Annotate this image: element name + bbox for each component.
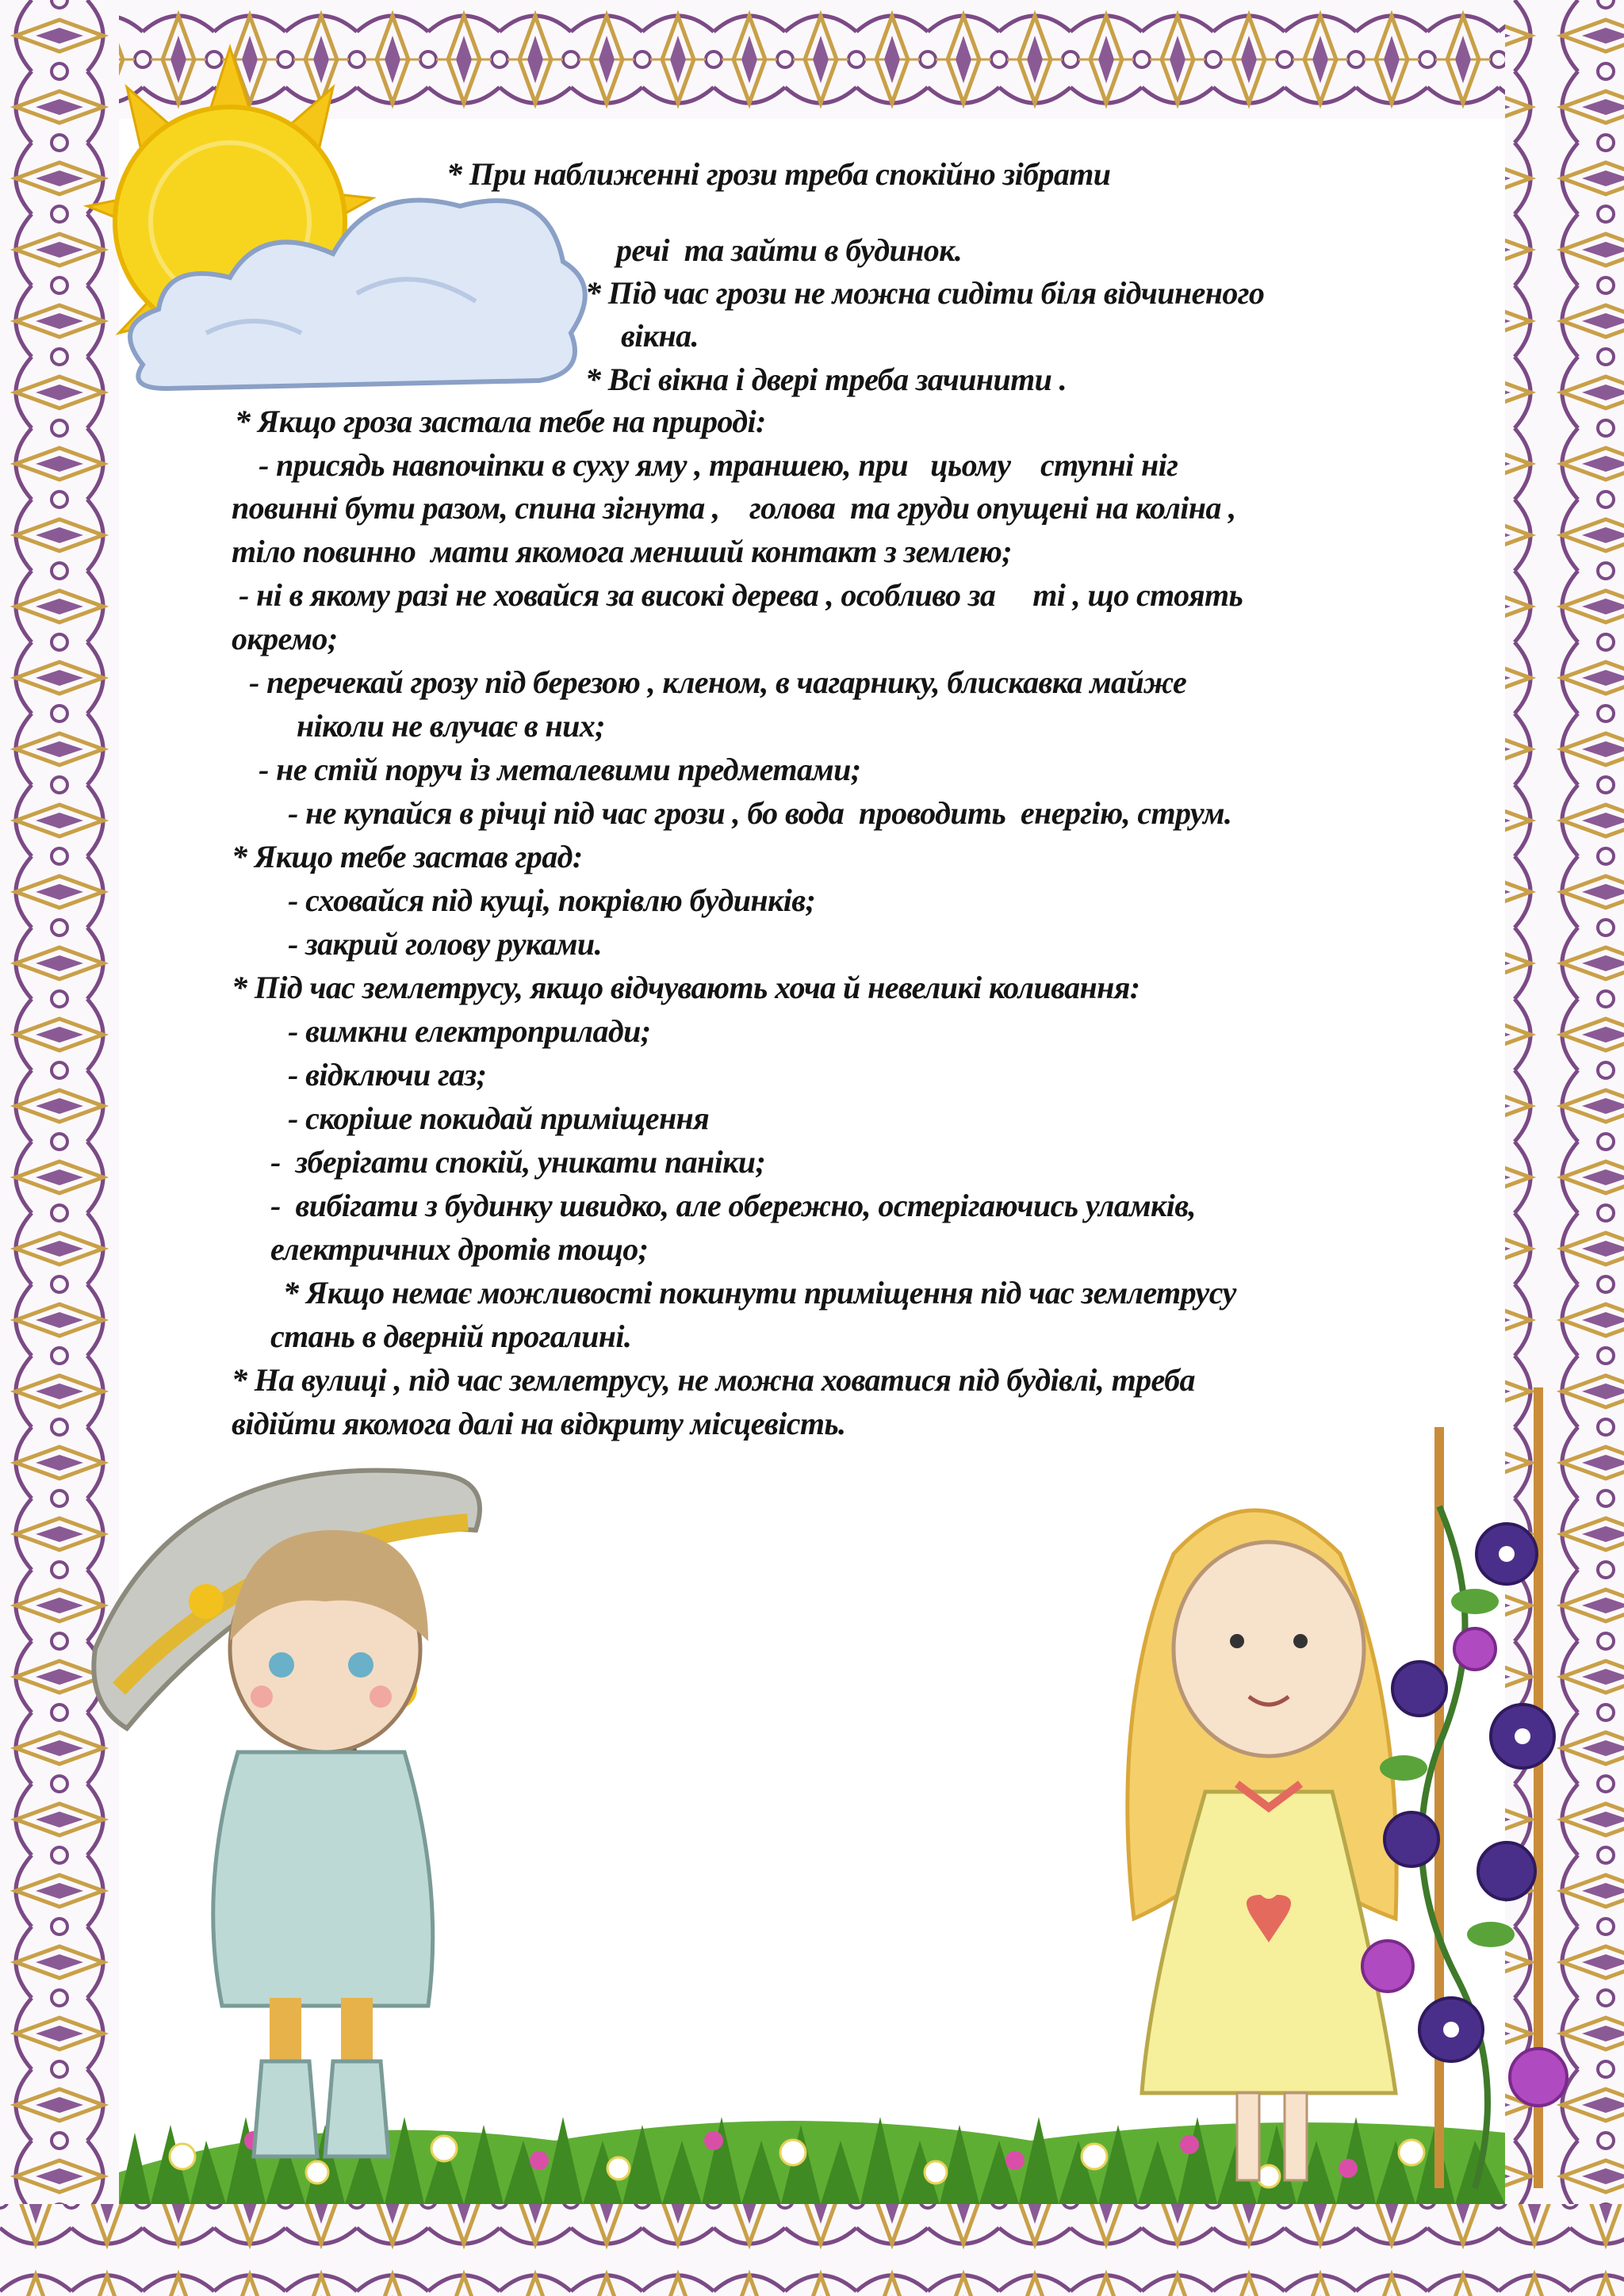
text-line-14: - не стій поруч із металевими предметами; (259, 752, 861, 787)
text-line-5: * Всі вікна і двері треба зачинити . (585, 362, 1067, 397)
text-line-27: стань в дверній прогалині. (270, 1318, 632, 1354)
text-line-25: електричних дротів тощо; (270, 1231, 649, 1267)
text-line-10: - ні в якому разі не ховайся за високі дерева , особливо за ті , що стоять (239, 577, 1243, 613)
text-line-21: - відключи газ; (288, 1057, 487, 1093)
text-line-2: речі та зайти в будинок. (616, 232, 963, 268)
blonde-girl-icon (1128, 1510, 1396, 2180)
text-line-4: вікна. (621, 318, 699, 354)
text-line-7: - присядь навпочіпки в суху яму , траншею, при цьому ступні ніг (259, 447, 1178, 483)
text-line-3: * Під час грози не можна сидіти біля відчиненого (585, 275, 1265, 311)
text-line-9: тіло повинно мати якомога менший контакт з землею; (232, 534, 1012, 569)
girl-with-umbrella-icon (94, 1471, 480, 2156)
text-line-19: * Під час землетрусу, якщо відчувають хоча й невеликі коливання: (232, 970, 1140, 1005)
text-line-16: * Якщо тебе застав град: (232, 839, 583, 874)
text-line-28: * На вулиці , під час землетрусу, не можна ховатися під будівлі, треба (232, 1362, 1195, 1398)
text-line-24: - вибігати з будинку швидко, але обережно, остерігаючись уламків, (270, 1188, 1196, 1223)
text-line-8: повинні бути разом, спина зігнута , голова та груди опущені на коліна , (232, 490, 1236, 526)
text-line-17: - сховайся під кущі, покрівлю будинків; (288, 882, 816, 918)
text-line-1: * При наближенні грози треба спокійно зібрати (446, 156, 1111, 192)
text-line-15: - не купайся в річці під час грози , бо вода проводить енергію, струм. (288, 795, 1232, 831)
text-line-11: окремо; (232, 621, 338, 656)
text-line-23: - зберігати спокій, уникати паніки; (270, 1144, 766, 1180)
text-line-6: * Якщо гроза застала тебе на природі: (235, 404, 766, 439)
text-line-29: відійти якомога далі на відкриту місцевість. (232, 1406, 846, 1441)
text-line-20: - вимкни електроприлади; (288, 1013, 651, 1049)
text-line-22: - скоріше покидай приміщення (288, 1100, 710, 1136)
text-line-12: - перечекай грозу під березою , кленом, в чагарнику, блискавка майже (249, 664, 1187, 700)
text-line-13: ніколи не влучає в них; (297, 708, 605, 744)
text-line-26: * Якщо немає можливості покинути приміщення під час землетрусу (283, 1275, 1236, 1311)
text-line-18: - закрий голову руками. (288, 926, 602, 962)
